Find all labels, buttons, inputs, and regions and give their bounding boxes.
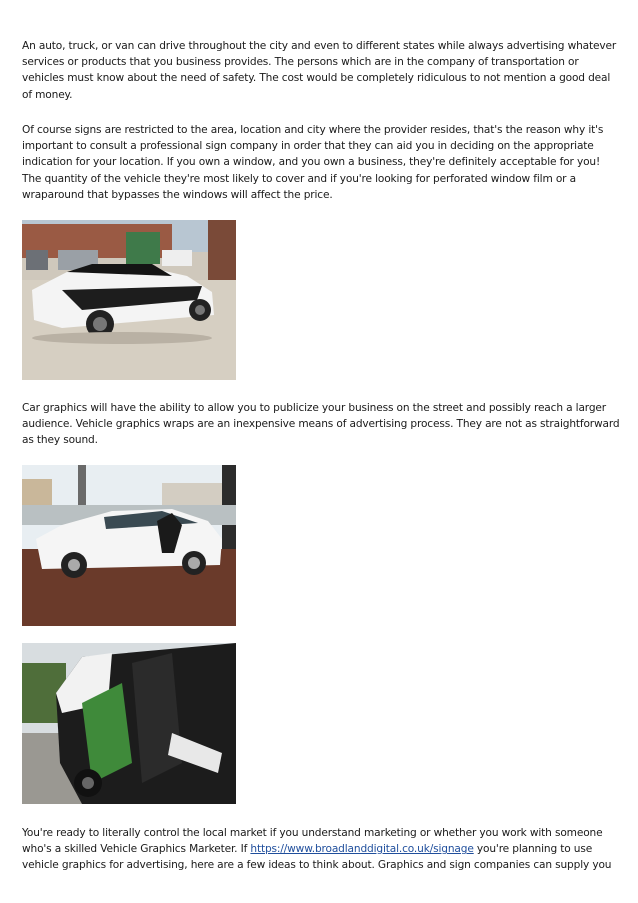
wrapped-van-photo [22,643,236,804]
hatchback-car-photo [22,465,236,626]
sports-car-photo [22,220,236,380]
paragraph-4-text-start: You're ready to literally control the local market if you understand marketing or whether you work with someone who's a skilled Vehicle Graphics Marketer. If [22,827,603,856]
paragraph-4 [22,825,620,874]
paragraph-1: An auto, truck, or van can drive throughout the city and even to different states while always advertising whatever services or products that you business provides. The persons which are in the company of transportation or vehicles must know about the need of safety. The cost would be completely ridiculous to not mention a good deal of money. [22,40,617,101]
paragraph-3: Car graphics will have the ability to allow you to publicize your business on the street and possibly reach a larger audience. Vehicle graphics wraps are an inexpensive means of advertising process. They are not as straightforward as they sound. [22,402,620,447]
paragraph-2: Of course signs are restricted to the area, location and city where the provider resides, that's the reason why it's important to consult a professional sign company in order that they can aid you in deciding on the appropriate indication for your location. If you own a window, and you own a business, they're definitely acceptable for you! The quantity of the vehicle they're most likely to cover and if you're looking for perforated window film or a wraparound that bypasses the windows will affect the price. [22,124,604,201]
signage-link[interactable]: https://www.broadlanddigital.co.uk/signage [250,843,474,856]
paragraph-4-text-end: you're planning to use vehicle graphics for advertising, here are a few ideas to think about. Graphics and sign companies can supply you [22,843,612,872]
